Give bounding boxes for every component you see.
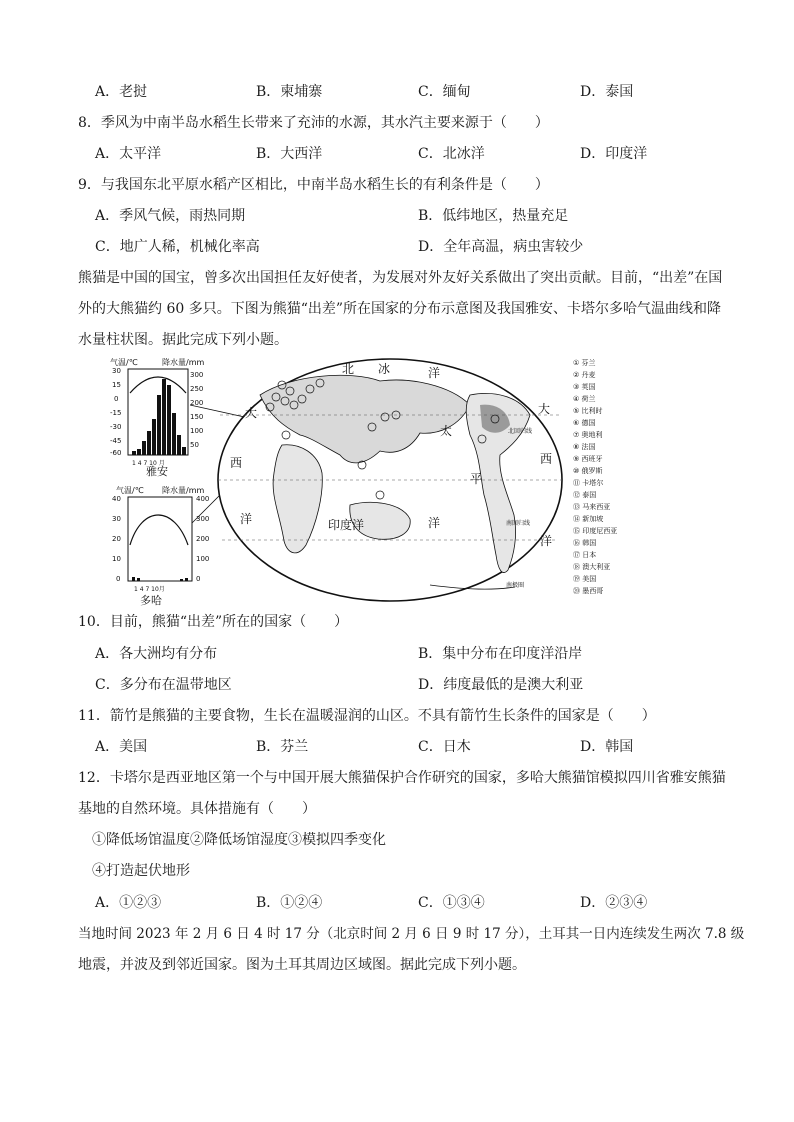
svg-text:300: 300 bbox=[196, 515, 210, 523]
q7-option-c: C．缅甸 bbox=[418, 84, 471, 100]
svg-text:③ 英国: ③ 英国 bbox=[573, 383, 596, 391]
svg-text:⑭ 新加坡: ⑭ 新加坡 bbox=[573, 515, 604, 523]
svg-text:400: 400 bbox=[196, 495, 210, 503]
q8-option-a: A．太平洋 bbox=[95, 146, 162, 162]
svg-text:大: 大 bbox=[538, 402, 551, 416]
svg-text:⑯ 韩国: ⑯ 韩国 bbox=[573, 539, 597, 547]
svg-text:-45: -45 bbox=[110, 437, 122, 445]
svg-text:1 4 7 10 月: 1 4 7 10 月 bbox=[132, 460, 165, 467]
q12-measures-line-1: ①降低场馆温度②降低场馆湿度③模拟四季变化 bbox=[92, 832, 386, 848]
svg-text:30: 30 bbox=[112, 515, 121, 523]
q10-option-a: A．各大洲均有分布 bbox=[95, 646, 218, 662]
svg-text:⑦ 奥地利: ⑦ 奥地利 bbox=[573, 431, 603, 439]
svg-text:洋: 洋 bbox=[240, 512, 253, 526]
svg-text:洋: 洋 bbox=[428, 366, 441, 380]
svg-text:⑳ 墨西哥: ⑳ 墨西哥 bbox=[573, 587, 604, 595]
svg-text:250: 250 bbox=[190, 385, 204, 393]
svg-text:② 丹麦: ② 丹麦 bbox=[573, 371, 596, 379]
svg-text:⑫ 泰国: ⑫ 泰国 bbox=[573, 491, 597, 499]
svg-text:200: 200 bbox=[196, 535, 210, 543]
svg-text:⑰ 日本: ⑰ 日本 bbox=[573, 551, 597, 559]
doha-precip-label: 降水量/mm bbox=[162, 486, 205, 495]
panda-intro-line-2: 外的大熊猫约 60 多只。下图为熊猫“出差”所在国家的分布示意图及我国雅安、卡塔尔多哈气温曲线和降 bbox=[78, 301, 722, 317]
svg-text:0: 0 bbox=[196, 575, 201, 583]
svg-text:西: 西 bbox=[540, 452, 553, 466]
svg-text:⑤ 比利时: ⑤ 比利时 bbox=[573, 407, 603, 415]
doha-temp-label: 气温/℃ bbox=[116, 486, 144, 495]
quake-intro-line-2: 地震，并波及到邻近国家。图为土耳其周边区域图。据此完成下列小题。 bbox=[78, 957, 526, 973]
svg-text:50: 50 bbox=[190, 441, 199, 449]
svg-text:太: 太 bbox=[440, 424, 453, 438]
svg-text:100: 100 bbox=[196, 555, 210, 563]
q12-option-d: D．②③④ bbox=[580, 895, 648, 911]
q11-stem: 11．箭竹是熊猫的主要食物，生长在温暖湿润的山区。不具有箭竹生长条件的国家是（ ） bbox=[78, 708, 656, 724]
country-legend bbox=[573, 358, 617, 595]
q8-stem: 8．季风为中南半岛水稻生长带来了充沛的水源，其水汽主要来源于（ ） bbox=[78, 115, 549, 131]
yaan-precip-label: 降水量/mm bbox=[162, 358, 205, 367]
q9-option-c: C．地广人稀，机械化率高 bbox=[95, 239, 260, 255]
q10-option-c: C．多分布在温带地区 bbox=[95, 677, 232, 693]
q12-stem-line-1: 12．卡塔尔是西亚地区第一个与中国开展大熊猫保护合作研究的国家，多哈大熊猫馆模拟四川省雅安熊猫 bbox=[78, 770, 726, 786]
q8-option-d: D．印度洋 bbox=[580, 146, 648, 162]
svg-text:300: 300 bbox=[190, 371, 204, 379]
q7-option-a: A．老挝 bbox=[95, 84, 148, 100]
svg-text:0: 0 bbox=[116, 575, 121, 583]
svg-text:④ 荷兰: ④ 荷兰 bbox=[573, 395, 596, 403]
doha-climate-chart bbox=[112, 485, 209, 607]
svg-text:⑲ 美国: ⑲ 美国 bbox=[573, 575, 597, 583]
svg-text:⑱ 澳大利亚: ⑱ 澳大利亚 bbox=[573, 563, 611, 571]
svg-text:大: 大 bbox=[245, 406, 258, 420]
panda-intro-line-1: 熊猫是中国的国宝，曾多次出国担任友好使者，为发展对外友好关系做出了突出贡献。目前，“出差”在国 bbox=[78, 270, 723, 286]
svg-text:⑨ 西班牙: ⑨ 西班牙 bbox=[573, 455, 603, 463]
q9-option-b: B．低纬地区，热量充足 bbox=[418, 208, 569, 224]
doha-name: 多哈 bbox=[140, 594, 162, 607]
q11-option-c: C．日木 bbox=[418, 739, 471, 755]
svg-text:南回归线: 南回归线 bbox=[506, 520, 531, 527]
q11-option-d: D．韩国 bbox=[580, 739, 634, 755]
svg-text:10: 10 bbox=[112, 555, 121, 563]
svg-text:-15: -15 bbox=[110, 409, 122, 417]
svg-text:洋: 洋 bbox=[428, 516, 441, 530]
svg-text:200: 200 bbox=[190, 399, 204, 407]
panda-distribution-figure bbox=[110, 355, 618, 607]
svg-text:冰: 冰 bbox=[378, 362, 391, 376]
svg-text:印度洋: 印度洋 bbox=[328, 518, 365, 532]
q12-stem-line-2: 基地的自然环境。具体措施有（ ） bbox=[78, 801, 316, 817]
svg-text:北: 北 bbox=[342, 362, 355, 376]
svg-text:⑧ 法国: ⑧ 法国 bbox=[573, 443, 596, 451]
q10-option-b: B．集中分布在印度洋沿岸 bbox=[418, 646, 583, 662]
svg-text:⑩ 俄罗斯: ⑩ 俄罗斯 bbox=[573, 467, 603, 475]
svg-text:0: 0 bbox=[114, 395, 119, 403]
svg-text:① 芬兰: ① 芬兰 bbox=[573, 359, 596, 367]
svg-text:南极圈: 南极圈 bbox=[506, 582, 525, 589]
world-map bbox=[218, 359, 562, 601]
q12-option-b: B．①②④ bbox=[256, 895, 323, 911]
q10-stem: 10．目前，熊猫“出差”所在的国家（ ） bbox=[78, 614, 349, 630]
svg-text:平: 平 bbox=[470, 472, 483, 486]
q12-measures-line-2: ④打造起伏地形 bbox=[92, 863, 190, 879]
q8-option-c: C．北冰洋 bbox=[418, 146, 485, 162]
svg-text:1 4 7 10月: 1 4 7 10月 bbox=[134, 586, 165, 593]
svg-text:40: 40 bbox=[112, 495, 121, 503]
svg-text:洋: 洋 bbox=[540, 534, 553, 548]
q9-option-d: D．全年高温，病虫害较少 bbox=[418, 239, 584, 255]
q10-option-d: D．纬度最低的是澳大利亚 bbox=[418, 677, 584, 693]
svg-text:西: 西 bbox=[230, 456, 243, 470]
q12-option-a: A．①②③ bbox=[95, 895, 162, 911]
svg-text:30: 30 bbox=[112, 367, 121, 375]
panda-intro-line-3: 水量柱状图。据此完成下列小题。 bbox=[78, 332, 288, 348]
q9-stem: 9．与我国东北平原水稻产区相比，中南半岛水稻生长的有利条件是（ ） bbox=[78, 177, 549, 193]
q9-option-a: A．季风气候，雨热同期 bbox=[95, 208, 246, 224]
q12-option-c: C．①③④ bbox=[418, 895, 485, 911]
svg-text:⑥ 德国: ⑥ 德国 bbox=[573, 419, 596, 427]
svg-text:⑬ 马来西亚: ⑬ 马来西亚 bbox=[573, 503, 611, 511]
q7-option-d: D．泰国 bbox=[580, 84, 634, 100]
svg-text:⑮ 印度尼西亚: ⑮ 印度尼西亚 bbox=[573, 527, 618, 535]
svg-text:150: 150 bbox=[190, 413, 204, 421]
svg-text:20: 20 bbox=[112, 535, 121, 543]
svg-text:-60: -60 bbox=[110, 449, 122, 457]
svg-text:-30: -30 bbox=[110, 423, 122, 431]
q7-option-b: B．柬埔寨 bbox=[256, 84, 323, 100]
svg-text:北回归线: 北回归线 bbox=[508, 428, 533, 435]
yaan-name: 雅安 bbox=[146, 465, 168, 478]
svg-text:15: 15 bbox=[112, 381, 121, 389]
yaan-climate-chart bbox=[110, 357, 204, 478]
svg-text:100: 100 bbox=[190, 427, 204, 435]
q11-option-b: B．芬兰 bbox=[256, 739, 309, 755]
q11-option-a: A．美国 bbox=[95, 739, 148, 755]
yaan-temp-label: 气温/℃ bbox=[110, 358, 138, 367]
q8-option-b: B．大西洋 bbox=[256, 146, 323, 162]
svg-text:⑪ 卡塔尔: ⑪ 卡塔尔 bbox=[573, 479, 604, 487]
quake-intro-line-1: 当地时间 2023 年 2 月 6 日 4 时 17 分（北京时间 2 月 6 日 9 时 17 分），土耳其一日内连续发生两次 7.8 级 bbox=[78, 926, 745, 942]
